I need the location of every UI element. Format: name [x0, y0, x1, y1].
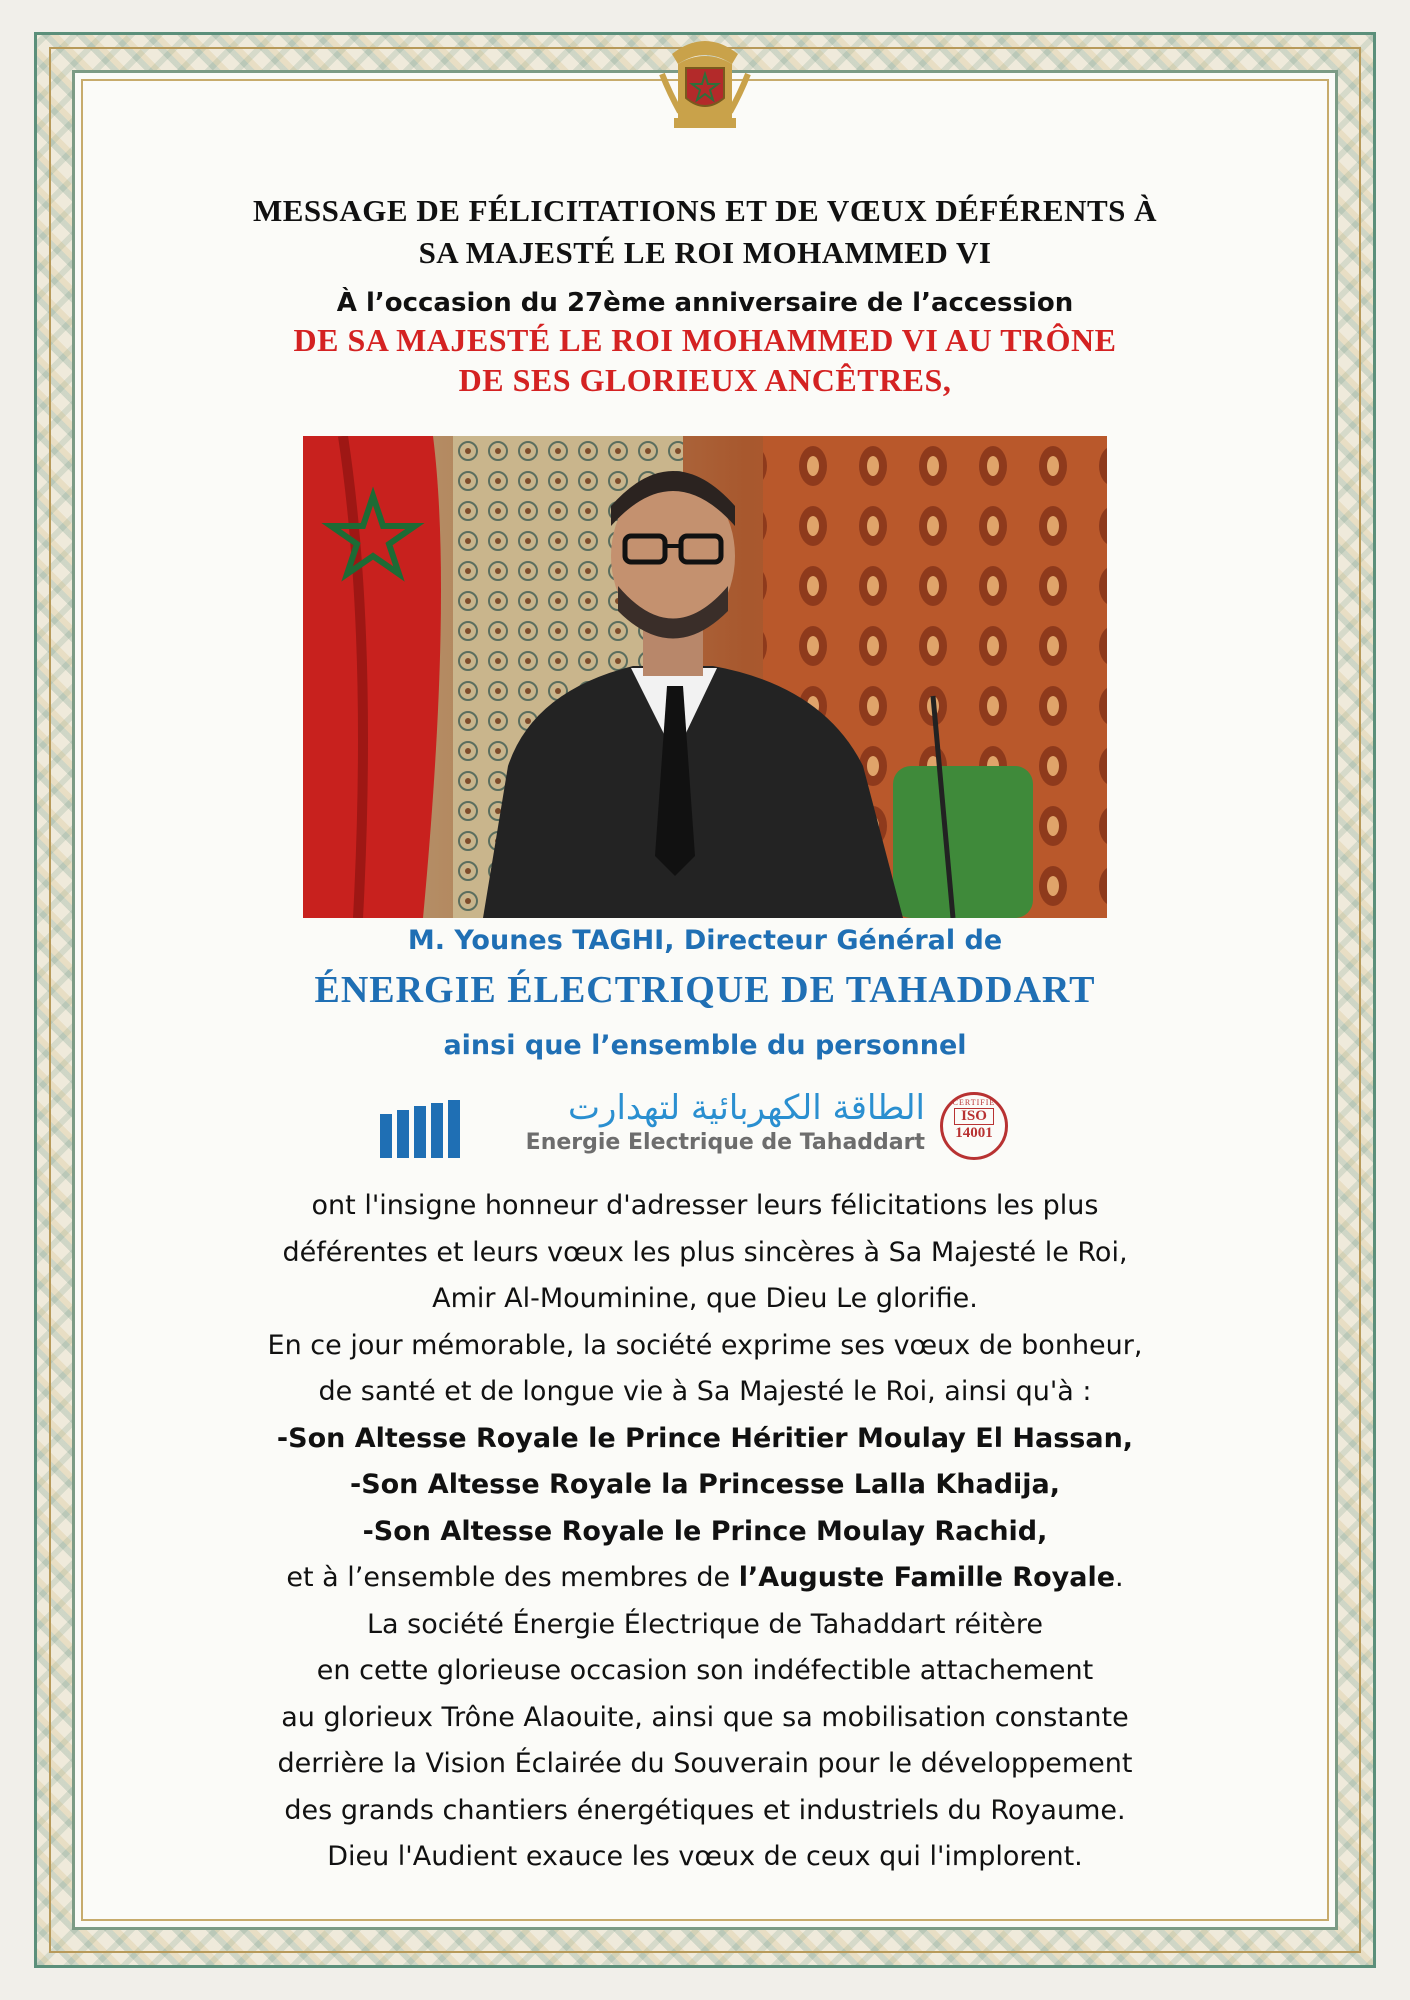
body-line: déférentes et leurs vœux les plus sincères à Sa Majesté le Roi, — [282, 1236, 1128, 1268]
title-line-1: MESSAGE DE FÉLICITATIONS ET DE VŒUX DÉFÉRENTS À — [252, 193, 1158, 228]
closing-line: Dieu l'Audient exauce les vœux de ceux qui l'implorent. — [327, 1841, 1083, 1872]
logo-latin-text: Energie Electrique de Tahaddart — [525, 1130, 925, 1155]
bars-logo-icon — [380, 1100, 466, 1158]
closing-line: La société Énergie Électrique de Tahaddart réitère — [367, 1608, 1043, 1640]
iso-certification-stamp — [940, 1092, 1008, 1160]
company-logo — [380, 1088, 1040, 1172]
family-bold: l’Auguste Famille Royale — [738, 1562, 1116, 1593]
body-line: Amir Al-Mouminine, que Dieu Le glorifie. — [432, 1283, 978, 1314]
signatory-line: M. Younes TAGHI, Directeur Général de — [407, 925, 1003, 956]
royal-family-line: -Son Altesse Royale le Prince Héritier Moulay El Hassan, — [276, 1422, 1134, 1454]
family-line — [80, 1555, 1330, 1602]
king-portrait-image — [303, 436, 1107, 918]
royal-family-line: -Son Altesse Royale le Prince Moulay Rachid, — [362, 1515, 1048, 1547]
staff-line: ainsi que l’ensemble du personnel — [443, 1030, 967, 1061]
closing-line: au glorieux Trône Alaouite, ainsi que sa mobilisation constante — [281, 1701, 1129, 1733]
title-line-2: SA MAJESTÉ LE ROI MOHAMMED VI — [418, 235, 992, 270]
closing-line: des grands chantiers énergétiques et industriels du Royaume. — [284, 1794, 1126, 1826]
body-line: En ce jour mémorable, la société exprime ses vœux de bonheur, — [267, 1329, 1143, 1361]
iso-label: ISO — [954, 1108, 994, 1125]
body-line: de santé et de longue vie à Sa Majesté le Roi, ainsi qu'à : — [318, 1376, 1092, 1407]
closing-line: en cette glorieuse occasion son indéfectible attachement — [316, 1655, 1094, 1686]
closing-line: derrière la Vision Éclairée du Souverain pour le développement — [277, 1748, 1133, 1779]
red-line-1: DE SA MAJESTÉ LE ROI MOHAMMED VI AU TRÔNE — [293, 322, 1117, 358]
body-line: ont l'insigne honneur d'adresser leurs félicitations les plus — [311, 1190, 1099, 1221]
company-name: ÉNERGIE ÉLECTRIQUE DE TAHADDART — [314, 969, 1096, 1011]
message-body — [80, 1183, 1330, 1881]
royal-emblem-icon — [652, 34, 758, 134]
royal-family-line: -Son Altesse Royale la Princesse Lalla Khadija, — [349, 1469, 1061, 1500]
iso-number: 14001 — [955, 1125, 993, 1141]
red-line-2: DE SES GLORIEUX ANCÊTRES, — [458, 362, 952, 398]
family-suffix: . — [1115, 1562, 1124, 1593]
logo-arabic-text: الطاقة الكهربائية لتهدارت — [568, 1088, 925, 1128]
iso-cert-label: CERTIFIE — [952, 1098, 996, 1107]
occasion-line: À l’occasion du 27ème anniversaire de l’accession — [336, 288, 1074, 318]
family-prefix: et à l’ensemble des membres de — [286, 1562, 739, 1593]
